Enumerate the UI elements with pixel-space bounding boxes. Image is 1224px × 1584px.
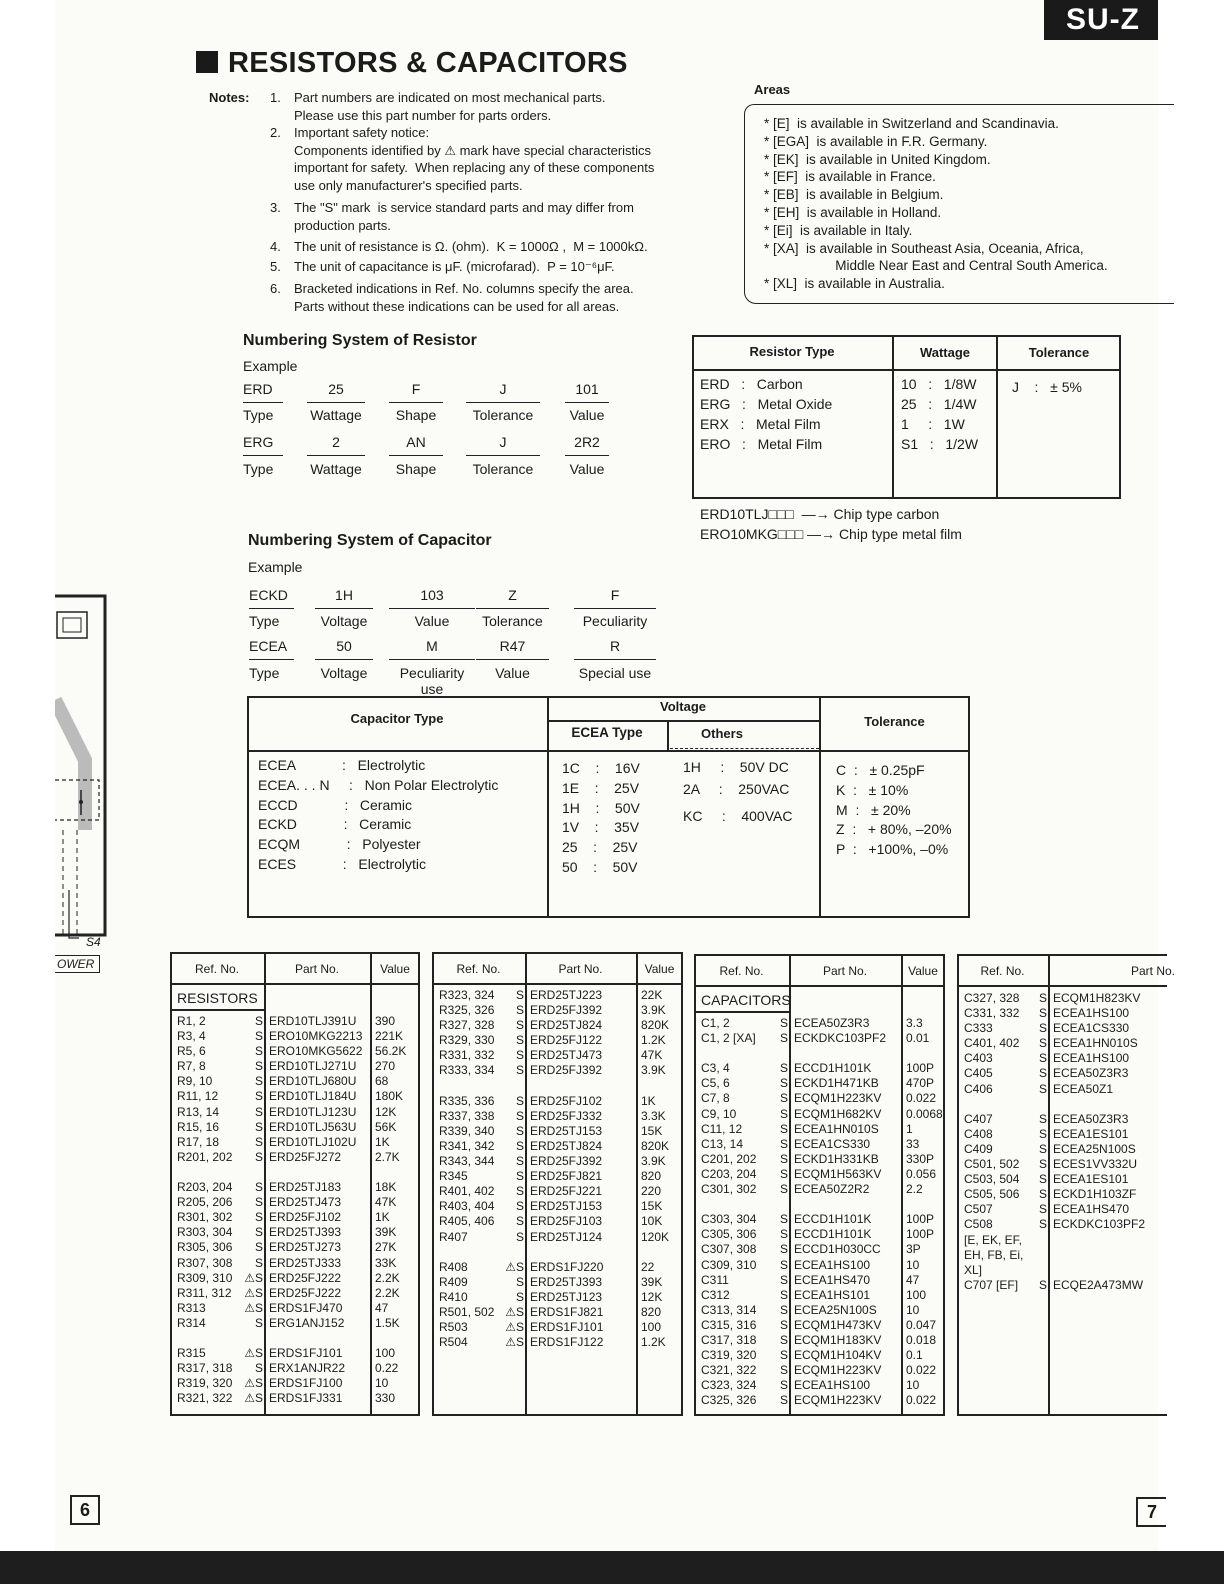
underline (565, 455, 609, 456)
example-code-part: 50 (336, 638, 352, 654)
note-item (270, 280, 750, 320)
table-divider (1048, 954, 1050, 1416)
underline (315, 608, 373, 609)
example-code-part: J (499, 434, 507, 450)
table-divider (901, 954, 903, 1416)
note-text: Important safety notice: Components identified by ⚠ mark have special characteristics important for safety. When replacing any of these components use only manufacturer's specified parts. (294, 125, 655, 193)
value-column: 22K 3.9K 820K 1.2K 47K 3.9K 1K 3.3K 15K 820K 3.9K 820 220 15K 10K 120K 22 39K 12K 820 100 1.2K (641, 988, 670, 1350)
power-label: OWER (55, 955, 100, 973)
example-code-label: Shape (395, 407, 437, 423)
chip-note-metal-film: ERO10MKG□□□ —→ Chip type metal film (700, 526, 962, 542)
value-header: Value (644, 962, 675, 976)
others-voltage-row: 2A : 250VAC (683, 781, 790, 797)
section-label: CAPACITORS (701, 992, 791, 1008)
capacitor-numbering-heading: Numbering System of Capacitor (248, 532, 492, 549)
example-code-label: Shape (395, 461, 437, 477)
model-label: SU-Z (1044, 0, 1158, 40)
capacitor-type-row: ECKD : Ceramic (258, 816, 412, 833)
ecea-type-header: ECEA Type (571, 725, 643, 740)
wattage-row: 10 : 1/8W (901, 376, 977, 392)
example-code-label: Voltage (320, 613, 368, 629)
capacitor-tolerance-row: P : +100%, –0% (836, 841, 949, 858)
note-number: 4. (270, 239, 281, 254)
example-code-part: 25 (328, 381, 344, 397)
underline (466, 402, 540, 403)
area-item: * [XL] is available in Australia. (764, 276, 945, 292)
section-title (196, 47, 628, 80)
ecea-voltage-row: 1V : 35V (562, 819, 640, 836)
area-item: * [EB] is available in Belgium. (764, 187, 944, 203)
part-no-column: ECEA50Z3R3 ECKDKC103PF2 ECCD1H101K ECKD1H471KB ECQM1H223KV ECQM1H682KV ECEA1HN010S ECEA1CS330 ECKD1H331KB ECQM1H563KV ECEA50Z2R2 ECCD1H101K ECCD1H101K ECCD1H030CC ECEA1HS100 ECEA1HS470 ECEA1HS101 ECEA25N100S ECQM1H473KV ECQM1H183KV ECQM1H104KV ECQM1H223KV ECEA1HS100 ECQM1H223KV (794, 1016, 887, 1408)
example-code-label: Tolerance (472, 461, 534, 477)
example-code-label: Tolerance (472, 407, 534, 423)
ref-no-column: C327, 328 C331, 332 C333 C401, 402 C403 C405 C406 C407 C408 C409 C501, 502 C503, 504 C505, 506 C507 C508 [E, EK, EF, EH, FB, Ei, XL] C707 [EF] (964, 991, 1024, 1292)
table-divider (370, 952, 372, 1416)
bleed-through-text (895, 58, 906, 81)
capacitor-type-row: ECQM : Polyester (258, 836, 421, 853)
switch-label: S4 (86, 935, 101, 949)
underline (307, 402, 365, 403)
ecea-voltage-row: 1E : 25V (562, 779, 640, 796)
example-code-label: Type (249, 613, 280, 629)
area-item: * [EH] is available in Holland. (764, 205, 942, 220)
area-item: Middle Near East and Central South America. (764, 258, 1108, 274)
note-number: 2. (270, 125, 281, 140)
example-code-part: ECEA (249, 638, 288, 654)
note-text: The "S" mark is service standard parts and may differ from production parts. (294, 200, 634, 233)
example-code-label: Type (249, 665, 280, 681)
part-no-column: ECQM1H823KV ECEA1HS100 ECEA1CS330 ECEA1HN010S ECEA1HS100 ECEA50Z3R3 ECEA50Z1 ECEA50Z3R3 ECEA1ES101 ECEA25N100S ECES1VV332U ECEA1ES101 ECKD1H103ZF ECEA1HS470 ECKDKC103PF2 ECQE2A473MW (1053, 991, 1146, 1292)
underline (389, 608, 475, 609)
example-code-part: AN (406, 434, 426, 450)
part-no-header: Part No. (822, 964, 867, 978)
area-item: * [EK] is available in United Kingdom. (764, 151, 991, 167)
resistor-tolerance: J : ± 5% (1012, 379, 1082, 395)
underline (243, 402, 283, 403)
example-code-label: Special use (578, 665, 652, 681)
value-header: Value (908, 964, 938, 978)
example-code-part: ERG (243, 434, 274, 450)
part-no-header: Part No. (294, 962, 339, 976)
capacitor-type-row: ECES : Electrolytic (258, 856, 427, 872)
page-number-right: 7 (1136, 1497, 1166, 1527)
resistor-numbering-heading: Numbering System of Resistor (243, 332, 477, 349)
table-divider (170, 983, 420, 985)
chip-note-carbon: ERD10TLJ□□□ —→ Chip type carbon (700, 506, 940, 522)
capacitor-example-label: Example (248, 559, 303, 575)
capacitor-tolerance-row: M : ± 20% (836, 801, 911, 818)
value-header: Value (380, 962, 410, 976)
value-column: 390 221K 56.2K 270 68 180K 12K 56K 1K 2.7K 18K 47K 1K 39K 27K 33K 2.2K 2.2K 47 1.5K 100 0.22 10 330 (375, 1014, 407, 1406)
underline (307, 455, 365, 456)
example-code-label: Value (414, 613, 450, 629)
table-divider (525, 952, 527, 1416)
underline (249, 659, 294, 660)
resistor-example-label: Example (243, 358, 298, 374)
wattage-row: 1 : 1W (901, 416, 965, 432)
schematic-fragment (55, 590, 115, 980)
underline (476, 659, 549, 660)
ref-no-header: Ref. No. (980, 964, 1025, 978)
example-code-label: Wattage (310, 407, 362, 423)
example-code-label: Value (569, 407, 605, 423)
resistor-type-row: ERO : Metal Film (700, 436, 823, 452)
ecea-voltage-row: 25 : 25V (562, 839, 638, 856)
wattage-row: S1 : 1/2W (901, 436, 979, 452)
resistor-type-row: ERD : Carbon (700, 376, 803, 392)
note-item (270, 89, 750, 129)
section-underline (170, 1009, 264, 1011)
example-code-part: 101 (575, 381, 599, 397)
mark-column: S S S S S S S S S S S S S S S S S S S S S S S S (779, 1016, 788, 1408)
example-code-part: Z (508, 587, 517, 603)
note-text: The unit of resistance is Ω. (ohm). K = 1000Ω , M = 1000kΩ. (294, 239, 648, 254)
example-code-label: Type (243, 461, 274, 477)
example-code-part: F (610, 587, 620, 603)
note-text: The unit of capacitance is μF. (microfarad). P = 10⁻⁶μF. (294, 259, 615, 274)
section-title-text: RESISTORS & CAPACITORS (228, 47, 628, 79)
example-code-part: 2 (332, 434, 340, 450)
capacitor-type-header: Capacitor Type (350, 711, 444, 726)
table-divider (694, 985, 945, 987)
table-divider (957, 985, 1167, 987)
example-code-label: Peculiarity (582, 613, 648, 629)
value-column: 3.3 0.01 100P 470P 0.022 0.0068 1 33 330P 0.056 2.2 100P 100P 3P 10 47 100 10 0.047 0.018 0.1 0.022 10 0.022 (906, 1016, 943, 1408)
others-header: Others (701, 726, 743, 741)
others-voltage-row: KC : 400VAC (683, 808, 793, 824)
capacitor-type-row: ECCD : Ceramic (258, 796, 413, 813)
capacitor-tolerance-row: C : ± 0.25pF (836, 762, 925, 778)
underline (389, 402, 443, 403)
underline (243, 455, 283, 456)
underline (315, 659, 373, 660)
ecea-voltage-row: 50 : 50V (562, 859, 638, 875)
table-divider (636, 952, 638, 1416)
example-code-part: 1H (335, 587, 353, 603)
square-bullet-icon (196, 51, 218, 73)
area-item: * [EF] is available in France. (764, 169, 936, 185)
example-code-label: Value (569, 461, 605, 477)
example-code-part: J (499, 381, 507, 397)
ref-no-header: Ref. No. (456, 962, 501, 976)
underline (476, 608, 549, 609)
underline (574, 659, 656, 660)
table-divider (432, 983, 683, 985)
left-margin (0, 0, 55, 1584)
mark-column: S S S S S S S S S S S S S S S S ⚠S S S ⚠S ⚠S ⚠S (505, 988, 524, 1350)
table-divider (547, 720, 819, 722)
dashed-rule (670, 748, 819, 749)
ecea-voltage-row: 1H : 50V (562, 799, 640, 816)
mark-column: S S S S S S S S S S S S S S S S ⚠S ⚠S ⚠S S ⚠S S ⚠S ⚠S (244, 1014, 263, 1406)
underline (389, 455, 443, 456)
example-code-part: R47 (499, 638, 526, 654)
example-code-label: Voltage (320, 665, 368, 681)
capacitor-type-row: ECEA. . . N : Non Polar Electrolytic (258, 776, 499, 793)
page-number-left: 6 (70, 1495, 100, 1525)
ref-no-header: Ref. No. (194, 962, 239, 976)
underline (565, 402, 609, 403)
example-code-label: Tolerance (482, 613, 543, 629)
example-code-label: Type (243, 407, 274, 423)
tolerance-header: Tolerance (1028, 345, 1090, 360)
note-number: 3. (270, 200, 281, 215)
ecea-voltage-row: 1C : 16V (562, 760, 640, 776)
table-divider (264, 952, 266, 1416)
note-item (270, 199, 750, 239)
example-code-part: ERD (243, 381, 273, 397)
example-code-label: Peculiarity use (399, 665, 465, 697)
table-divider (819, 696, 821, 918)
example-code-part: 2R2 (574, 434, 600, 450)
resistor-type-row: ERX : Metal Film (700, 416, 821, 432)
underline (574, 608, 656, 609)
table-divider (247, 750, 970, 752)
note-text: Part numbers are indicated on most mechanical parts. Please use this part number for parts orders. (294, 90, 606, 123)
example-code-part: R (609, 638, 621, 654)
wattage-row: 25 : 1/4W (901, 396, 977, 412)
note-number: 5. (270, 259, 281, 274)
capacitor-tolerance-row: Z : + 80%, –20% (836, 821, 952, 838)
section-label: RESISTORS (177, 990, 258, 1006)
table-divider (789, 954, 791, 1416)
ref-no-column: R323, 324 R325, 326 R327, 328 R329, 330 R331, 332 R333, 334 R335, 336 R337, 338 R339, 340 R341, 342 R343, 344 R345 R401, 402 R403, 404 R405, 406 R407 R408 R409 R410 R501, 502 R503 R504 (439, 988, 495, 1350)
capacitor-type-row: ECEA : Electrolytic (258, 757, 426, 773)
capacitor-tolerance-row: K : ± 10% (836, 781, 909, 798)
bottom-scan-edge (0, 1551, 1224, 1584)
part-no-header: Part No. (1130, 964, 1175, 978)
wattage-header: Wattage (919, 345, 971, 360)
resistor-type-row: ERG : Metal Oxide (700, 396, 833, 412)
area-item: * [E] is available in Switzerland and Scandinavia. (764, 116, 1059, 131)
part-no-column: ERD25TJ223 ERD25FJ392 ERD25TJ824 ERD25FJ122 ERD25TJ473 ERD25FJ392 ERD25FJ102 ERD25FJ332 ERD25TJ153 ERD25TJ824 ERD25FJ392 ERD25FJ821 ERD25FJ221 ERD25TJ153 ERD25FJ103 ERD25TJ124 ERDS1FJ220 ERD25TJ393 ERD25TJ123 ERDS1FJ821 ERDS1FJ101 ERDS1FJ122 (530, 988, 604, 1350)
notes-heading: Notes: (209, 90, 250, 105)
underline (389, 659, 475, 660)
table-divider (692, 369, 1121, 371)
example-code-part: ECKD (249, 587, 288, 603)
note-number: 1. (270, 90, 281, 105)
ref-no-column: C1, 2 C1, 2 [XA] C3, 4 C5, 6 C7, 8 C9, 10 C11, 12 C13, 14 C201, 202 C203, 204 C301, 302 C303, 304 C305, 306 C307, 308 C309, 310 C311 C312 C313, 314 C315, 316 C317, 318 C319, 320 C321, 322 C323, 324 C325, 326 (701, 1016, 757, 1408)
example-code-part: 103 (420, 587, 444, 603)
area-item: * [EGA] is available in F.R. Germany. (764, 133, 988, 149)
ref-no-column: R1, 2 R3, 4 R5, 6 R7, 8 R9, 10 R11, 12 R13, 14 R15, 16 R17, 18 R201, 202 R203, 204 R205, 206 R301, 302 R303, 304 R305, 306 R307, 308 R309, 310 R311, 312 R313 R314 R315 R317, 318 R319, 320 R321, 322 (177, 1014, 233, 1406)
area-item: * [Ei] is available in Italy. (764, 222, 913, 238)
example-code-part: F (411, 381, 421, 397)
others-voltage-row: 1H : 50V DC (683, 759, 789, 775)
part-no-header: Part No. (558, 962, 603, 976)
resistor-type-header: Resistor Type (749, 344, 835, 359)
underline (249, 608, 294, 609)
area-item: * [XA] is available in Southeast Asia, Oceania, Africa, (764, 240, 1084, 256)
note-text: Bracketed indications in Ref. No. columns specify the area. Parts without these indications can be used for all areas. (294, 281, 634, 314)
cap-tolerance-header: Tolerance (864, 714, 925, 729)
mark-column: S S S S S S S S S S S S S S S S (1038, 991, 1047, 1292)
example-code-part: M (426, 638, 438, 654)
note-number: 6. (270, 281, 281, 296)
example-code-label: Wattage (310, 461, 362, 477)
part-no-column: ERD10TLJ391U ERO10MKG2213 ERO10MKG5622 ERD10TLJ271U ERD10TLJ680U ERD10TLJ184U ERD10TLJ123U ERD10TLJ563U ERD10TLJ102U ERD25FJ272 ERD25TJ183 ERD25TJ473 ERD25FJ102 ERD25TJ393 ERD25TJ273 ERD25TJ333 ERD25FJ222 ERD25FJ222 ERDS1FJ470 ERG1ANJ152 ERDS1FJ101 ERX1ANJR22 ERDS1FJ100 ERDS1FJ331 (269, 1014, 363, 1406)
section-underline (694, 1011, 789, 1013)
note-item (270, 124, 750, 193)
voltage-header: Voltage (660, 699, 706, 714)
areas-heading: Areas (754, 82, 791, 97)
example-code-label: Value (495, 665, 530, 681)
underline (466, 455, 540, 456)
ref-no-header: Ref. No. (719, 964, 764, 978)
